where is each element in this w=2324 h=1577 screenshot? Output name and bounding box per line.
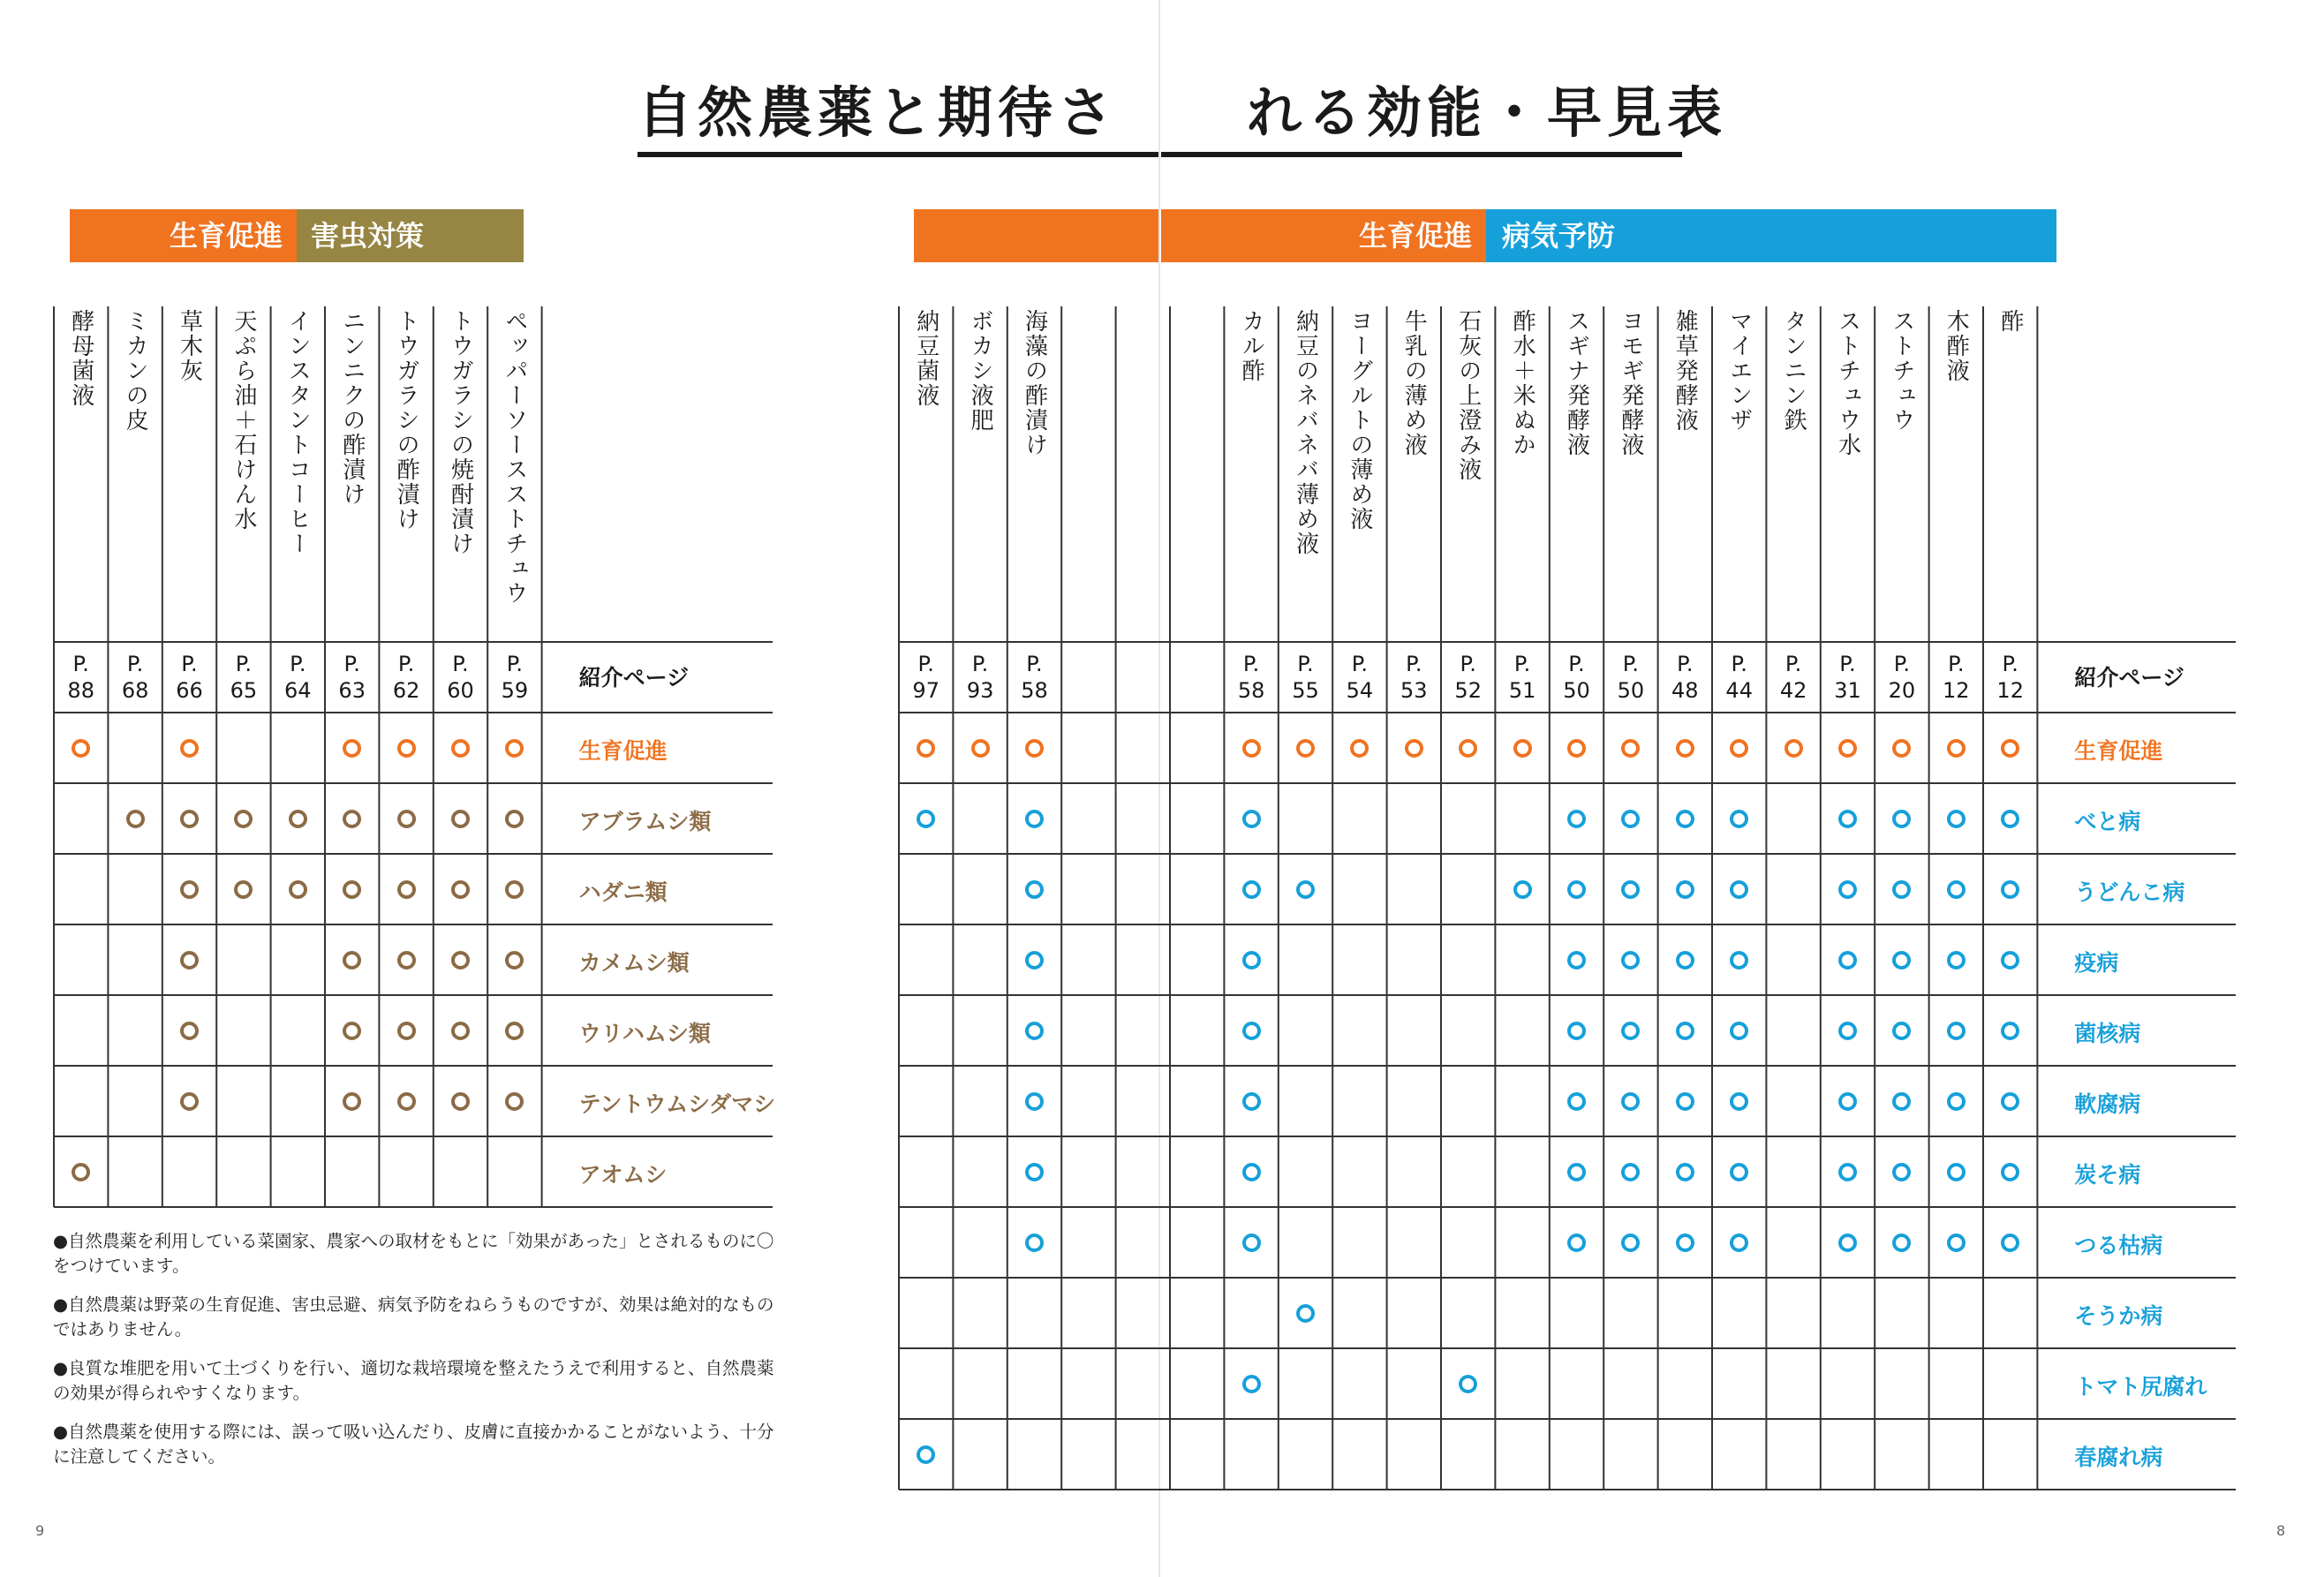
effect-mark-right_page xyxy=(1567,810,1586,828)
effect-mark-right_page xyxy=(1296,880,1315,899)
notes-block xyxy=(53,1229,775,1469)
effect-mark-right_page xyxy=(1513,880,1532,899)
effect-mark-right_page xyxy=(1838,810,1857,828)
effect-mark-right_page xyxy=(1730,1163,1748,1181)
row-label-right_page-10: 春腐れ病 xyxy=(2074,1445,2163,1470)
effect-mark-right_page xyxy=(1730,739,1748,758)
note-4: ●自然農薬を使用する際には、誤って吸い込んだり、皮膚に直接かかることがないよう、十分に注意してください。 xyxy=(53,1422,774,1467)
effect-mark-left_page xyxy=(180,810,199,828)
effect-mark-right_page xyxy=(1567,1234,1586,1252)
effect-mark-right_page xyxy=(1892,1022,1911,1040)
page-ref-right_page-1: P. 93 xyxy=(966,652,994,703)
effect-mark-right_page xyxy=(1892,1092,1911,1111)
effect-mark-left_page xyxy=(180,1022,199,1040)
page-ref-right_page-17: P. 31 xyxy=(1834,652,1861,703)
row-label-left_page-5: テントウムシダマシ xyxy=(578,1091,776,1117)
column-header-left_page-4: インスタントコーヒー xyxy=(284,309,312,556)
effect-mark-right_page xyxy=(1621,951,1640,970)
effect-mark-right_page xyxy=(1838,1234,1857,1252)
page-ref-right_page-15: P. 44 xyxy=(1725,652,1753,703)
effect-mark-right_page xyxy=(1892,739,1911,758)
effect-mark-right_page xyxy=(1892,880,1911,899)
row-label-right_page-4: 菌核病 xyxy=(2074,1021,2141,1046)
column-header-left_page-2: 草木灰 xyxy=(176,309,203,383)
effect-mark-right_page xyxy=(1838,1163,1857,1181)
effect-mark-right_page xyxy=(917,739,935,758)
effect-mark-right_page xyxy=(1730,810,1748,828)
effect-mark-right_page xyxy=(1621,1234,1640,1252)
row-label-right_page-0: 生育促進 xyxy=(2074,738,2163,764)
row-label-left_page-1: アブラムシ類 xyxy=(578,809,712,834)
column-header-left_page-8: ペッパーソースストチュウ xyxy=(501,309,528,606)
row-label-right_page-3: 疫病 xyxy=(2074,950,2119,976)
effect-mark-right_page xyxy=(1947,810,1966,828)
column-header-right_page-17: ストチュウ水 xyxy=(1834,309,1861,457)
effect-mark-right_page xyxy=(1892,951,1911,970)
effect-mark-right_page xyxy=(1459,739,1477,758)
page-ref-left_page-7: P. 60 xyxy=(447,652,474,703)
row-label-right_page-2: うどんこ病 xyxy=(2074,879,2185,905)
effect-mark-right_page xyxy=(1242,1022,1261,1040)
effect-mark-right_page xyxy=(1567,1022,1586,1040)
column-header-right_page-10: 石灰の上澄み液 xyxy=(1454,309,1482,482)
effect-mark-right_page xyxy=(2001,1022,2019,1040)
effect-mark-left_page xyxy=(397,880,416,899)
page-ref-right_page-0: P. 97 xyxy=(912,652,939,703)
folio-right: 8 xyxy=(2276,1522,2286,1539)
effect-mark-right_page xyxy=(1567,1163,1586,1181)
effect-mark-right_page xyxy=(971,739,990,758)
column-header-right_page-20: 酢 xyxy=(1996,309,2024,334)
effect-mark-right_page xyxy=(2001,810,2019,828)
effect-mark-right_page xyxy=(1947,880,1966,899)
effect-mark-right_page xyxy=(1947,1092,1966,1111)
column-header-right_page-7: 納豆のネバネバ薄め液 xyxy=(1292,309,1319,556)
effect-mark-left_page xyxy=(180,739,199,758)
effect-mark-left_page xyxy=(343,1092,361,1111)
effect-mark-right_page xyxy=(1947,739,1966,758)
effect-mark-right_page xyxy=(1621,1163,1640,1181)
note-2: ●自然農薬は野菜の生育促進、害虫忌避、病気予防をねらうものですが、効果は絶対的なものではありません。 xyxy=(53,1294,774,1339)
effect-mark-left_page xyxy=(397,739,416,758)
effect-mark-right_page xyxy=(1296,1304,1315,1323)
band-pest-label: 害虫対策 xyxy=(311,219,425,253)
effect-mark-right_page xyxy=(1567,880,1586,899)
effect-mark-left_page xyxy=(451,880,470,899)
page-ref-left_page-1: P. 68 xyxy=(121,652,149,703)
page-ref-right_page-19: P. 12 xyxy=(1943,652,1970,703)
effect-mark-right_page xyxy=(1947,951,1966,970)
effect-mark-right_page xyxy=(1621,880,1640,899)
folio-left: 9 xyxy=(35,1522,45,1539)
effect-mark-left_page xyxy=(505,880,524,899)
effect-mark-right_page xyxy=(1892,1163,1911,1181)
effect-mark-left_page xyxy=(451,951,470,970)
effect-mark-left_page xyxy=(343,1022,361,1040)
effect-mark-right_page xyxy=(1025,880,1044,899)
column-header-right_page-6: カル酢 xyxy=(1238,309,1265,383)
title-right-half: れる効能・早見表 xyxy=(1247,80,1728,145)
effect-mark-left_page xyxy=(451,1022,470,1040)
page-ref-right_page-11: P. 51 xyxy=(1508,652,1536,703)
row-label-right_page-6: 炭そ病 xyxy=(2074,1162,2141,1188)
effect-mark-right_page xyxy=(917,1445,935,1464)
effect-mark-left_page xyxy=(451,810,470,828)
effect-mark-right_page xyxy=(917,810,935,828)
effect-mark-right_page xyxy=(1242,810,1261,828)
row-label-left_page-3: カメムシ類 xyxy=(578,950,690,976)
column-header-left_page-5: ニンニクの酢漬け xyxy=(338,309,366,507)
effect-mark-right_page xyxy=(1676,1234,1694,1252)
effect-mark-right_page xyxy=(2001,951,2019,970)
effect-mark-left_page xyxy=(234,880,253,899)
effect-mark-right_page xyxy=(1892,810,1911,828)
column-header-left_page-0: 酵母菌液 xyxy=(67,309,94,408)
column-header-right_page-12: スギナ発酵液 xyxy=(1563,309,1590,457)
effect-mark-left_page xyxy=(180,1092,199,1111)
page-ref-left_page-3: P. 65 xyxy=(230,652,258,703)
effect-mark-right_page xyxy=(1676,1022,1694,1040)
effect-mark-right_page xyxy=(2001,1234,2019,1252)
page-ref-right_page-20: P. 12 xyxy=(1996,652,2024,703)
row-label-right_page-1: べと病 xyxy=(2074,809,2141,834)
effect-mark-left_page xyxy=(397,810,416,828)
effect-mark-left_page xyxy=(72,739,90,758)
column-header-right_page-1: ボカシ液肥 xyxy=(967,309,994,433)
effect-mark-right_page xyxy=(1676,1163,1694,1181)
column-header-right_page-14: 雑草発酵液 xyxy=(1671,309,1699,433)
page-ref-right_page-10: P. 52 xyxy=(1454,652,1482,703)
effect-mark-right_page xyxy=(1242,880,1261,899)
effect-mark-left_page xyxy=(234,810,253,828)
effect-mark-right_page xyxy=(1838,1022,1857,1040)
effect-mark-right_page xyxy=(1567,951,1586,970)
effect-mark-left_page xyxy=(343,739,361,758)
column-header-right_page-18: ストチュウ xyxy=(1888,309,1915,433)
page-ref-left_page-6: P. 62 xyxy=(392,652,420,703)
effect-mark-left_page xyxy=(289,880,307,899)
effect-mark-right_page xyxy=(1676,739,1694,758)
effect-mark-right_page xyxy=(1784,739,1803,758)
row-label-left_page-6: アオムシ xyxy=(578,1162,668,1188)
page-ref-right_page-18: P. 20 xyxy=(1888,652,1916,703)
effect-mark-right_page xyxy=(1296,739,1315,758)
row-label-right_page-9: トマト尻腐れ xyxy=(2074,1374,2207,1400)
column-header-left_page-6: トウガラシの酢漬け xyxy=(393,309,420,532)
column-header-right_page-16: タンニン鉄 xyxy=(1780,309,1807,433)
page-ref-right_page-14: P. 48 xyxy=(1671,652,1699,703)
column-header-left_page-7: トウガラシの焼酎漬け xyxy=(447,309,474,556)
column-header-right_page-2: 海藻の酢漬け xyxy=(1021,309,1048,457)
effect-mark-right_page xyxy=(1730,951,1748,970)
effect-mark-right_page xyxy=(1892,1234,1911,1252)
effect-mark-left_page xyxy=(397,951,416,970)
effect-mark-right_page xyxy=(1242,1234,1261,1252)
row-label-right_page-7: つる枯病 xyxy=(2074,1233,2163,1258)
effect-mark-left_page xyxy=(397,1022,416,1040)
effect-mark-right_page xyxy=(1838,951,1857,970)
effect-mark-right_page xyxy=(1405,739,1423,758)
effect-mark-right_page xyxy=(1621,739,1640,758)
effect-mark-right_page xyxy=(1025,1022,1044,1040)
row-label-left_page-2: ハダニ類 xyxy=(578,879,668,905)
page-ref-right_page-2: P. 58 xyxy=(1021,652,1048,703)
effect-mark-right_page xyxy=(1676,810,1694,828)
effect-mark-right_page xyxy=(1838,880,1857,899)
effect-mark-left_page xyxy=(180,880,199,899)
effect-mark-left_page xyxy=(343,810,361,828)
effect-mark-left_page xyxy=(451,739,470,758)
page-ref-left_page-5: P. 63 xyxy=(338,652,366,703)
effect-mark-right_page xyxy=(1567,739,1586,758)
effect-mark-right_page xyxy=(2001,1092,2019,1111)
page-ref-right_page-7: P. 55 xyxy=(1292,652,1319,703)
effect-mark-right_page xyxy=(1730,1234,1748,1252)
intro-page-label-right_page: 紹介ページ xyxy=(2074,665,2184,690)
effect-mark-right_page xyxy=(1676,880,1694,899)
effect-mark-right_page xyxy=(1025,810,1044,828)
page-ref-left_page-4: P. 64 xyxy=(284,652,312,703)
column-header-right_page-19: 木酢液 xyxy=(1943,309,1970,383)
effect-mark-right_page xyxy=(1621,1092,1640,1111)
column-header-right_page-15: マイエンザ xyxy=(1725,309,1753,433)
effect-mark-left_page xyxy=(180,951,199,970)
effect-mark-left_page xyxy=(505,739,524,758)
row-label-right_page-5: 軟腐病 xyxy=(2074,1091,2141,1117)
effect-mark-left_page xyxy=(505,951,524,970)
effect-mark-right_page xyxy=(1838,1092,1857,1111)
effect-mark-left_page xyxy=(126,810,145,828)
effect-mark-left_page xyxy=(343,880,361,899)
page-ref-left_page-2: P. 66 xyxy=(176,652,203,703)
page-ref-left_page-0: P. 88 xyxy=(67,652,94,703)
effect-mark-right_page xyxy=(1676,1092,1694,1111)
effect-mark-right_page xyxy=(1730,1092,1748,1111)
page-ref-left_page-8: P. 59 xyxy=(501,652,529,703)
effect-mark-left_page xyxy=(505,1022,524,1040)
page-ref-right_page-12: P. 50 xyxy=(1563,652,1590,703)
effect-mark-right_page xyxy=(1242,739,1261,758)
effect-mark-right_page xyxy=(1025,739,1044,758)
effect-mark-right_page xyxy=(1730,1022,1748,1040)
page-ref-right_page-16: P. 42 xyxy=(1779,652,1807,703)
band-growth-label: 生育促進 xyxy=(169,219,283,253)
row-label-left_page-4: ウリハムシ類 xyxy=(578,1021,711,1046)
effect-mark-left_page xyxy=(451,1092,470,1111)
effect-mark-left_page xyxy=(72,1163,90,1181)
band-growth-right-label: 生育促進 xyxy=(1358,219,1472,253)
page-ref-right_page-6: P. 58 xyxy=(1237,652,1265,703)
column-header-left_page-1: ミカンの皮 xyxy=(122,309,149,433)
note-1: ●自然農薬を利用している菜園家、農家への取材をもとに「効果があった」とされるものに〇をつけています。 xyxy=(53,1231,774,1276)
effect-mark-right_page xyxy=(1350,739,1369,758)
row-label-left_page-0: 生育促進 xyxy=(578,738,668,764)
effect-mark-right_page xyxy=(2001,880,2019,899)
effect-mark-right_page xyxy=(1242,1163,1261,1181)
effect-mark-right_page xyxy=(1513,739,1532,758)
page-ref-right_page-8: P. 54 xyxy=(1346,652,1374,703)
effect-mark-right_page xyxy=(2001,1163,2019,1181)
effect-mark-right_page xyxy=(2001,739,2019,758)
effect-mark-right_page xyxy=(1621,810,1640,828)
effect-mark-right_page xyxy=(1947,1234,1966,1252)
effect-mark-right_page xyxy=(1567,1092,1586,1111)
effect-mark-right_page xyxy=(1947,1022,1966,1040)
effect-mark-left_page xyxy=(289,810,307,828)
effect-mark-right_page xyxy=(1242,951,1261,970)
effect-mark-left_page xyxy=(505,810,524,828)
effect-mark-left_page xyxy=(343,951,361,970)
column-header-right_page-9: 牛乳の薄め液 xyxy=(1400,309,1428,457)
effect-mark-right_page xyxy=(1676,951,1694,970)
title-left-half: 自然農薬と期待さ xyxy=(638,80,1119,145)
row-label-right_page-8: そうか病 xyxy=(2074,1303,2163,1329)
effect-mark-right_page xyxy=(1242,1092,1261,1111)
effect-mark-right_page xyxy=(1025,1234,1044,1252)
intro-page-label-left_page: 紹介ページ xyxy=(578,665,690,690)
band-disease-label: 病気予防 xyxy=(1502,219,1616,253)
note-3: ●良質な堆肥を用いて土づくりを行い、適切な栽培環境を整えたうえで利用すると、自然農薬の効果が得られやすくなります。 xyxy=(53,1358,774,1403)
column-header-right_page-8: ヨーグルトの薄め液 xyxy=(1346,309,1373,532)
effect-mark-right_page xyxy=(1947,1163,1966,1181)
effect-mark-right_page xyxy=(1459,1375,1477,1393)
column-header-right_page-0: 納豆菌液 xyxy=(912,309,939,408)
column-header-right_page-11: 酢水＋米ぬか xyxy=(1509,309,1536,457)
page-ref-right_page-9: P. 53 xyxy=(1400,652,1428,703)
page-ref-right_page-13: P. 50 xyxy=(1617,652,1645,703)
effect-mark-left_page xyxy=(505,1092,524,1111)
effect-mark-right_page xyxy=(1621,1022,1640,1040)
effect-mark-left_page xyxy=(397,1092,416,1111)
effect-mark-right_page xyxy=(1025,1092,1044,1111)
effect-mark-right_page xyxy=(1242,1375,1261,1393)
effect-mark-right_page xyxy=(1730,880,1748,899)
effect-mark-right_page xyxy=(1838,739,1857,758)
column-header-right_page-13: ヨモギ発酵液 xyxy=(1617,309,1644,457)
effect-mark-right_page xyxy=(1025,951,1044,970)
column-header-left_page-3: 天ぷら油＋石けん水 xyxy=(230,309,257,532)
effect-mark-right_page xyxy=(1025,1163,1044,1181)
